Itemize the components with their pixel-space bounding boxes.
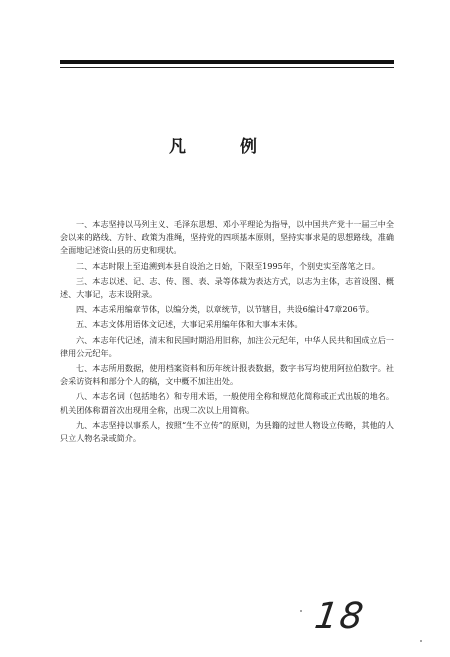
paragraph-3: 三、本志以述、记、志、传、图、表、录等体裁为表达方式，以志为主体，志首设图、概述、大事记，志末设附录。 — [60, 275, 394, 300]
paragraph-2: 二、本志时限上至追溯到本县自设治之日始，下限至1995年，个别史实至落笔之日。 — [76, 260, 380, 271]
body-text — [60, 218, 394, 447]
paragraph-1: 一、本志坚持以马列主义、毛泽东思想、邓小平理论为指导，以中国共产党十一届三中全会以来的路线、方针、政策为准绳，坚持党的四项基本原则，坚持实事求是的思想路线，准确全面地记述资山县的历史和现状。 — [60, 219, 394, 256]
paragraph-9: 九、本志坚持以事系人，按照“生不立传”的原则，为县籍的过世人物设立传略，其他的人只立人物名录或简介。 — [60, 419, 394, 444]
header-rule-thick — [60, 60, 394, 64]
scan-speck — [420, 640, 422, 642]
paragraph-6: 六、本志年代记述，清末和民国时期沿用旧称，加注公元纪年，中华人民共和国成立后一律用公元纪年。 — [60, 334, 394, 358]
scan-speck — [300, 610, 302, 612]
handwritten-page-number: 18 — [312, 596, 368, 637]
paragraph-7: 七、本志所用数据，使用档案资料和历年统计报表数据，数字书写均使用阿拉伯数字。社会采访资料和部分个人的稿，文中概不加注出处。 — [60, 363, 394, 387]
header-rule-thin — [60, 67, 394, 68]
paragraph-4: 四、本志采用编章节体，以编分类，以章统节，以节辖目，共设6编计47章206节。 — [76, 304, 374, 315]
paragraph-8: 八、本志名词（包括地名）和专用术语，一般使用全称和规范化简称或正式出版的地名。机关团体称谓首次出现用全称，出现二次以上用简称。 — [60, 391, 394, 415]
page-title: 凡 例 — [169, 137, 281, 157]
paragraph-5: 五、本志文体用语体文记述，大事记采用编年体和大事本末体。 — [76, 319, 303, 330]
